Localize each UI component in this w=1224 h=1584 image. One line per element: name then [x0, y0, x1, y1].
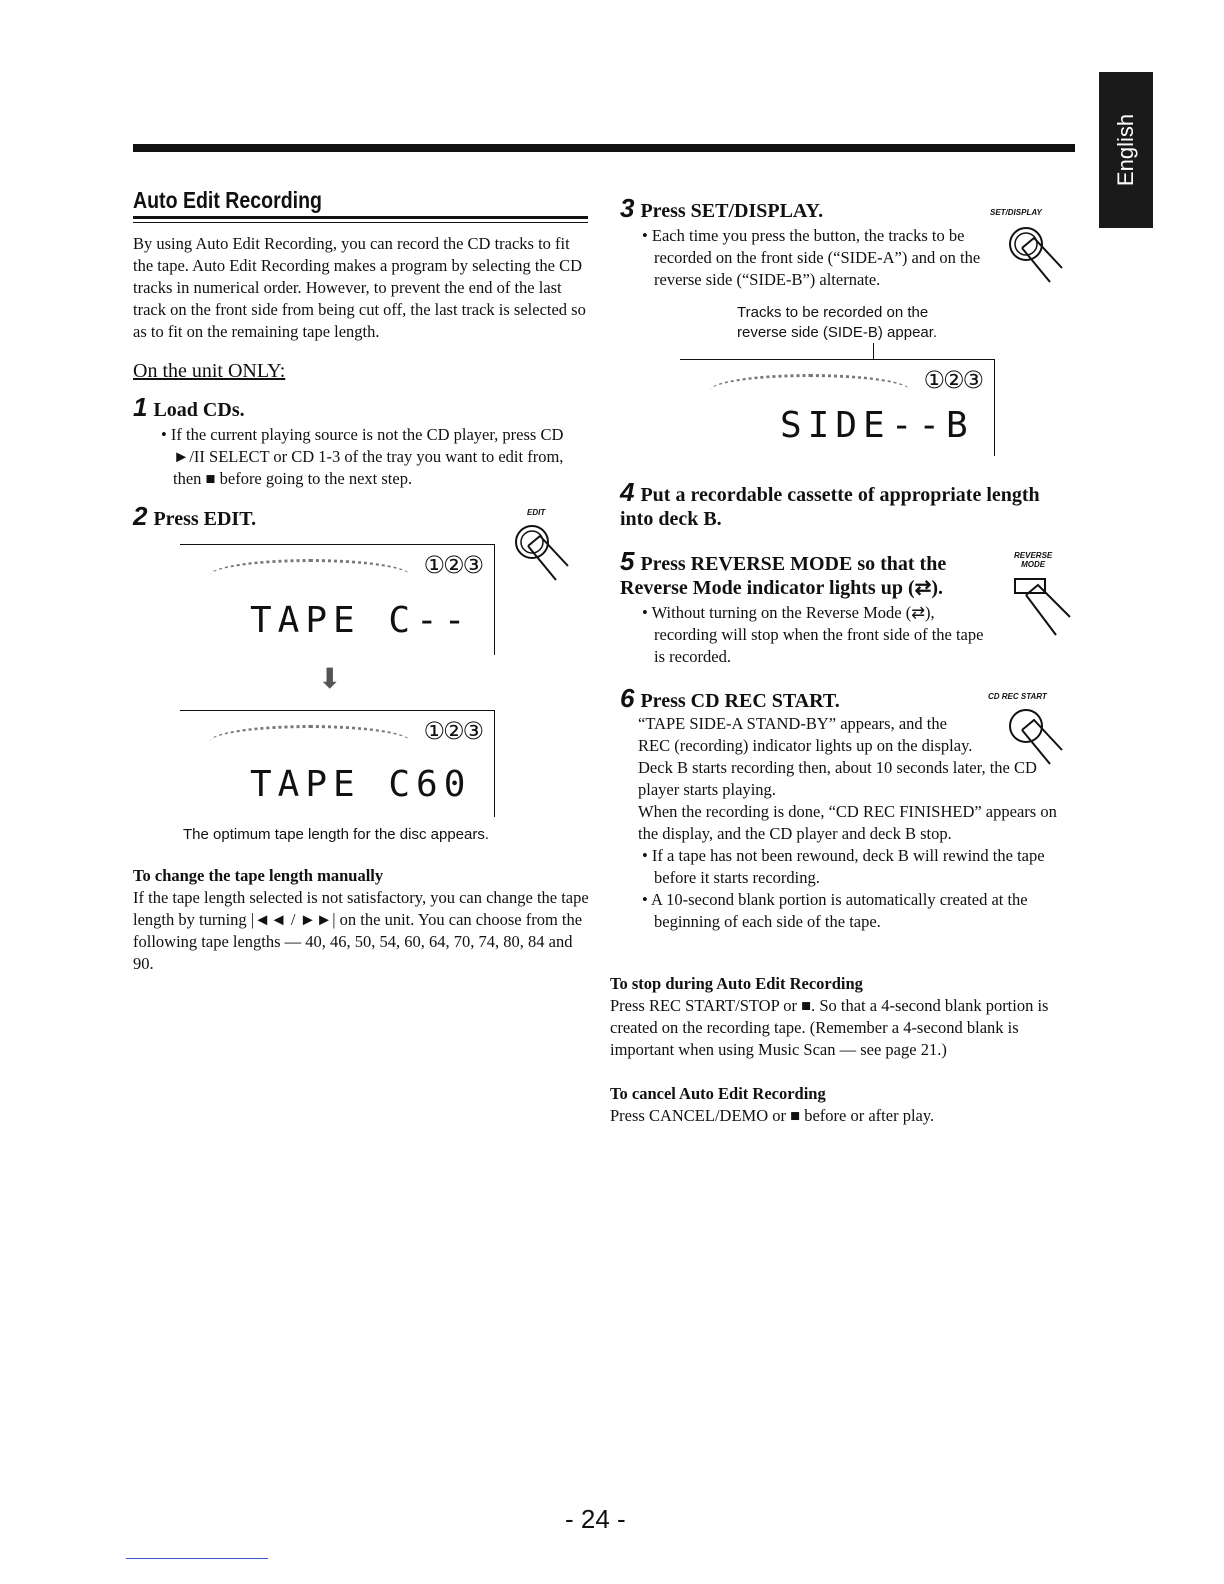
- step-1-bullet: • If the current playing source is not the CD player, press CD ►/II SELECT or CD 1-3 of the tray you want to edit from, then ■ before going to the next step.: [161, 425, 564, 488]
- reverse-mode-button-label: REVERSE MODE: [1014, 551, 1053, 569]
- step-5-bullet: • Without turning on the Reverse Mode (⇄), recording will stop when the front side of the tape is recorded.: [642, 603, 984, 666]
- step-6-para-2: Deck B starts recording then, about 10 seconds later, the CD player starts playing.: [638, 758, 1037, 799]
- footer-rule: [126, 1558, 268, 1559]
- step-6-title: 6 Press CD REC START.: [620, 683, 840, 713]
- cd-rec-start-button-label: CD REC START: [988, 692, 1047, 701]
- edit-button-label: EDIT: [527, 508, 546, 517]
- step-6-block: [620, 683, 1065, 933]
- right-column: [610, 193, 1065, 1127]
- step-3-bullet: • Each time you press the button, the tracks to be recorded on the front side (“SIDE-A”) and on the reverse side (“SIDE-B”) alternate.: [642, 226, 981, 289]
- stop-body: Press REC START/STOP or ■. So that a 4-second blank portion is created on the recording tape. (Remember a 4-second blank is important when using Music Scan — see page 21.): [610, 996, 1049, 1059]
- step-3-block: [620, 193, 1065, 291]
- step-1-title: 1 Load CDs.: [133, 392, 245, 422]
- step-6-para-3: When the recording is done, “CD REC FINISHED” appears on the display, and the CD player and deck B stop.: [638, 802, 1057, 843]
- step-5-block: [620, 546, 1065, 668]
- left-column: [133, 186, 591, 975]
- title-rule: [133, 216, 588, 219]
- step-3-title: 3 Press SET/DISPLAY.: [620, 193, 824, 223]
- side-b-caption-1: Tracks to be recorded on the: [737, 304, 929, 321]
- unit-only-heading: On the unit ONLY:: [133, 360, 286, 382]
- stop-heading: To stop during Auto Edit Recording: [610, 974, 863, 993]
- set-display-press-icon: [1004, 222, 1064, 292]
- side-b-caption-2: reverse side (SIDE-B) appear.: [737, 324, 938, 341]
- edit-button-press-icon: [510, 520, 570, 590]
- step-2-block: [133, 501, 591, 654]
- step-5-title: 5 Press REVERSE MODE so that the Reverse Mode indicator lights up (⇄).: [620, 546, 947, 599]
- manual-body: If the tape length selected is not satisfactory, you can change the tape length by turning |◄◄ / ►►| on the unit. You can choose from the following tape lengths — 40, 46, 50, 54, 60, 64, 70, 74, 80, 84 and 90.: [133, 888, 589, 973]
- step-6-bullet-1: • If a tape has not been rewound, deck B will rewind the tape before it starts recording.: [642, 846, 1045, 887]
- lcd-display-side-b: ①②③ SIDE--B: [680, 359, 995, 456]
- down-arrow-icon: ⬇: [318, 664, 342, 695]
- lcd-caption: The optimum tape length for the disc appears.: [183, 826, 490, 843]
- section-title: Auto Edit Recording: [133, 187, 322, 213]
- intro-paragraph: By using Auto Edit Recording, you can record the CD tracks to fit the tape. Auto Edit Recording makes a program by selecting the CD tracks in numerical order. However, to prevent the end of the last track on the front side from being cut off, the last track is selected so as to fit on the remaining tape length.: [133, 234, 586, 341]
- header-rule: [133, 144, 1075, 152]
- lcd-display-tape-c60: ①②③ TAPE C60: [180, 710, 495, 817]
- title-rule-thin: [133, 222, 588, 223]
- callout-line: [873, 343, 874, 359]
- set-display-button-label: SET/DISPLAY: [990, 208, 1042, 217]
- step-6-para-1: “TAPE SIDE-A STAND-BY” appears, and the REC (recording) indicator lights up on the display.: [638, 714, 973, 755]
- language-tab: English: [1099, 72, 1153, 228]
- cancel-body: Press CANCEL/DEMO or ■ before or after play.: [610, 1106, 935, 1125]
- step-2-title: 2 Press EDIT.: [133, 501, 257, 531]
- cd-rec-start-press-icon: [1004, 704, 1064, 774]
- cancel-heading: To cancel Auto Edit Recording: [610, 1084, 826, 1103]
- page-number: - 24 -: [565, 1504, 626, 1534]
- step-4-title: 4 Put a recordable cassette of appropriate length into deck B.: [620, 477, 1040, 530]
- lcd-display-tape-c--: ①②③ TAPE C--: [180, 544, 495, 655]
- step-6-bullet-2: • A 10-second blank portion is automatically created at the beginning of each side of the tape.: [642, 890, 1028, 931]
- manual-heading: To change the tape length manually: [133, 866, 384, 885]
- reverse-mode-press-icon: [1012, 575, 1072, 645]
